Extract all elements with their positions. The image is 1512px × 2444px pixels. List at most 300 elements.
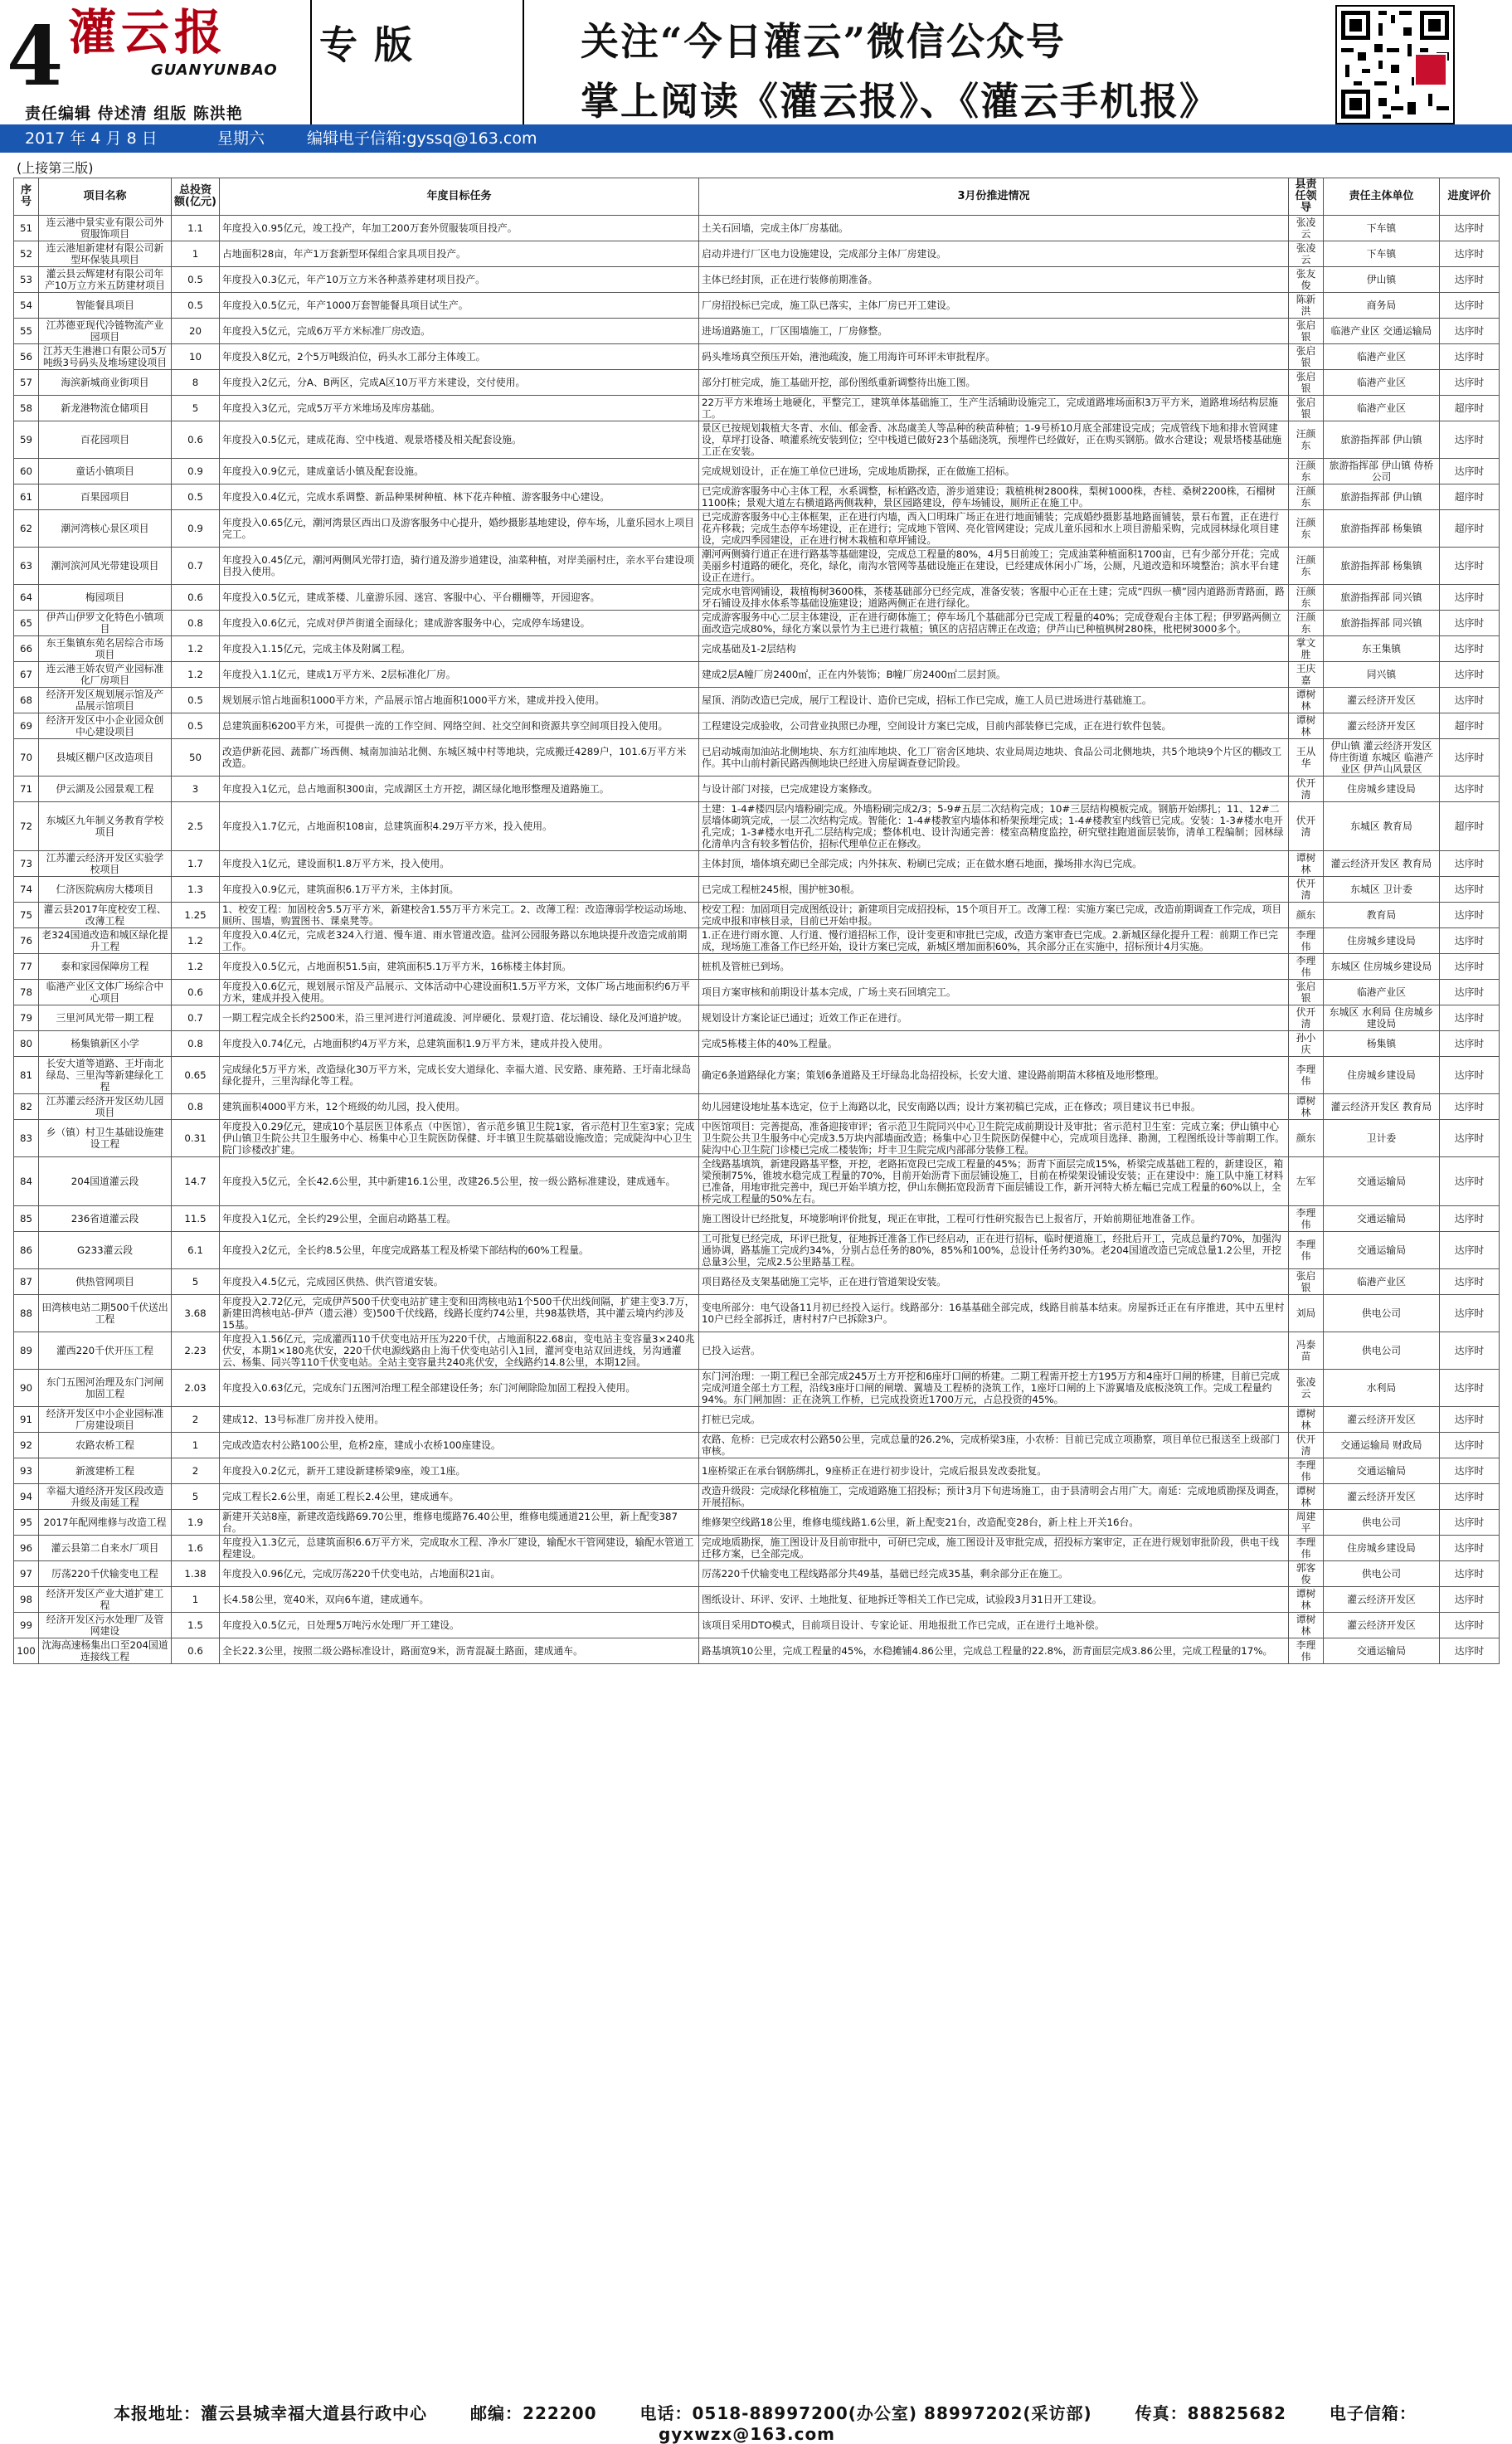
responsible-leader-cell: 陈新洪 (1289, 293, 1324, 319)
march-progress-cell: 项目路径及支架基础施工完毕，正在进行管道架设安装。 (699, 1269, 1289, 1295)
progress-rating-cell: 达序时 (1440, 1232, 1500, 1269)
march-progress-cell: 项目方案审核和前期设计基本完成，广场土夹石回填完工。 (699, 980, 1289, 1005)
footer-email: 电子信箱：gyxwzx@163.com (658, 2403, 1417, 2444)
project-name-cell: 新渡建桥工程 (39, 1458, 172, 1484)
annual-target-cell: 年度投入0.5亿元，年产1000万套智能餐具项目试生产。 (220, 293, 699, 319)
progress-rating-cell: 达序时 (1440, 459, 1500, 484)
responsible-leader-cell: 刘局 (1289, 1295, 1324, 1332)
row-number-cell: 58 (14, 396, 39, 421)
annual-target-cell: 年度投入1.7亿元，占地面积108亩，总建筑面积4.29万平方米，投入使用。 (220, 802, 699, 851)
responsible-unit-cell: 住房城乡建设局 (1324, 1536, 1440, 1561)
issue-weekday: 星期六 (217, 129, 265, 148)
total-investment-cell: 0.9 (172, 459, 220, 484)
row-number-cell: 91 (14, 1407, 39, 1433)
responsible-leader-cell: 伏开清 (1289, 777, 1324, 802)
annual-target-cell: 年度投入2.72亿元，完成伊芦500千伏变电站扩建主变和田湾核电站1个500千伏出线间隔，扩建主变3.7万，新建田湾核电站-伊芦（遗云港）变)500千伏线路，线路长度约74公里，共98基铁塔，其中灌云境内约涉及15基。 (220, 1295, 699, 1332)
row-number-cell: 63 (14, 548, 39, 585)
annual-target-cell: 完成绿化5万平方米，改造绿化30万平方米，完成长安大道绿化、幸福大道、民安路、康苑路、王圩南北绿岛绿化提升，三里沟绿化等工程。 (220, 1057, 699, 1094)
table-row (14, 688, 1500, 713)
annual-target-cell: 完成改造农村公路100公里，危桥2座，建成小农桥100座建设。 (220, 1433, 699, 1458)
responsible-unit-cell: 旅游指挥部 伊山镇 (1324, 484, 1440, 510)
project-name-cell: 田湾核电站二期500千伏送出工程 (39, 1295, 172, 1332)
row-number-cell: 68 (14, 688, 39, 713)
responsible-unit-cell: 临港产业区 (1324, 344, 1440, 370)
responsible-leader-cell: 李理伟 (1289, 1057, 1324, 1094)
project-name-cell: 连云港旭新建材有限公司新型环保装具项目 (39, 241, 172, 267)
annual-target-cell: 规划展示馆占地面积1000平方米，产品展示馆占地面积1000平方米，建成并投入使用。 (220, 688, 699, 713)
march-progress-cell: 已启动城南加油站北侧地块、东方红油库地块、化工厂宿舍区地块、农业局周边地块、食品公司北侧地块，共5个地块9个片区的棚改工作。其中山前村新民路西侧地块已经进入房屋调查登记阶段。 (699, 739, 1289, 777)
table-row (14, 344, 1500, 370)
progress-rating-cell: 达序时 (1440, 928, 1500, 954)
total-investment-cell: 1.2 (172, 928, 220, 954)
project-name-cell: 童话小镇项目 (39, 459, 172, 484)
row-number-cell: 76 (14, 928, 39, 954)
total-investment-cell: 1.2 (172, 636, 220, 662)
progress-rating-cell: 达序时 (1440, 688, 1500, 713)
responsible-unit-cell: 旅游指挥部 同兴镇 (1324, 611, 1440, 636)
annual-target-cell: 年度投入0.95亿元，竣工投产，年加工200万套外贸服装项目投产。 (220, 216, 699, 241)
total-investment-cell: 0.9 (172, 510, 220, 548)
row-number-cell: 79 (14, 1005, 39, 1031)
total-investment-cell: 1 (172, 1433, 220, 1458)
responsible-unit-cell: 供电公司 (1324, 1561, 1440, 1587)
progress-rating-cell: 达序时 (1440, 662, 1500, 688)
table-row (14, 216, 1500, 241)
footer-phone: 电话：0518-88997200(办公室) 88997202(采访部) (639, 2403, 1092, 2423)
march-progress-cell: 建成2层A幢厂房2400㎡，正在内外装饰；B幢厂房2400㎡二层封顶。 (699, 662, 1289, 688)
total-investment-cell: 0.8 (172, 1094, 220, 1120)
responsible-unit-cell: 临港产业区 交通运输局 (1324, 319, 1440, 344)
annual-target-cell: 年度投入0.3亿元，年产10万立方米各种蒸养建材项目投产。 (220, 267, 699, 293)
annual-target-cell: 年度投入1亿元，全长约29公里，全面启动路基工程。 (220, 1206, 699, 1232)
table-row (14, 1157, 1500, 1206)
table-row (14, 954, 1500, 980)
responsible-leader-cell: 颜东 (1289, 903, 1324, 928)
row-number-cell: 73 (14, 851, 39, 877)
responsible-leader-cell: 汪颜东 (1289, 484, 1324, 510)
project-name-cell: 经济开发区中小企业园标准厂房建设项目 (39, 1407, 172, 1433)
annual-target-cell: 年度投入0.5亿元，建成茶楼、儿童游乐园、迷宫、客服中心、平台棚栅等，开园迎客。 (220, 585, 699, 611)
row-number-cell: 71 (14, 777, 39, 802)
row-number-cell: 78 (14, 980, 39, 1005)
annual-target-cell: 年度投入1亿元，建设面积1.8万平方米，投入使用。 (220, 851, 699, 877)
responsible-unit-cell: 东王集镇 (1324, 636, 1440, 662)
march-progress-cell: 潮河两侧骑行道正在进行路基等基础建设，完成总工程量的80%，4月5日前竣工；完成油菜种植面积1700亩，已有少部分开花；完成美丽乡村道路的硬化，亮化，绿化，南沟水管网等基础设施正在建设，已经建成休闲小广场，公厕，凡道改造和环境整治；滨水平台建设正在进行。 (699, 548, 1289, 585)
march-progress-cell: 完成地质勘探，施工图设计及目前审批中，可研已完成，施工图设计及审批完成，招投标方案审定，正在进行规划审批阶段，供电干线迁移方案，已全部完成。 (699, 1536, 1289, 1561)
row-number-cell: 81 (14, 1057, 39, 1094)
responsible-leader-cell: 颜东 (1289, 1120, 1324, 1157)
row-number-cell: 66 (14, 636, 39, 662)
project-name-cell: G233灌云段 (39, 1232, 172, 1269)
march-progress-cell: 规划设计方案论证已通过；近效工作正在进行。 (699, 1005, 1289, 1031)
table-row (14, 1613, 1500, 1638)
table-row (14, 1433, 1500, 1458)
project-name-cell: 潮河湾核心景区项目 (39, 510, 172, 548)
row-number-cell: 97 (14, 1561, 39, 1587)
progress-rating-cell: 达序时 (1440, 1484, 1500, 1510)
row-number-cell: 95 (14, 1510, 39, 1536)
project-name-cell: 海滨新城商业街项目 (39, 370, 172, 396)
promo-line-2: 掌上阅读《灌云报》、《灌云手机报》 (581, 79, 1219, 124)
page-header (0, 0, 1512, 153)
table-row (14, 1536, 1500, 1561)
responsible-unit-cell: 伊山镇 (1324, 267, 1440, 293)
divider (523, 0, 524, 124)
project-name-cell: 仁济医院病房大楼项目 (39, 877, 172, 903)
annual-target-cell: 完成工程长2.6公里，南延工程长2.4公里，建成通车。 (220, 1484, 699, 1510)
total-investment-cell: 0.5 (172, 713, 220, 739)
annual-target-cell: 年度投入1.3亿元，总建筑面积6.6万平方米，完成取水工程、净水厂建设，输配水干管网建设，输配水管道工程建设。 (220, 1536, 699, 1561)
march-progress-cell: 已完成工程桩245根，围护桩30根。 (699, 877, 1289, 903)
table-row (14, 1484, 1500, 1510)
march-progress-cell: 幼儿园建设地址基本选定，位于上海路以北，民安南路以西；设计方案初稿已完成，正在修改；项目建议书已申报。 (699, 1094, 1289, 1120)
annual-target-cell: 年度投入0.2亿元，新开工建设新建桥梁9座，竣工1座。 (220, 1458, 699, 1484)
project-name-cell: 经济开发区规划展示馆及产品展示馆项目 (39, 688, 172, 713)
progress-rating-cell: 达序时 (1440, 585, 1500, 611)
total-investment-cell: 0.6 (172, 980, 220, 1005)
table-row (14, 1295, 1500, 1332)
march-progress-cell: 厉荡220千伏输变电工程线路部分共49基，基础已经完成35基，剩余部分正在施工。 (699, 1561, 1289, 1587)
table-row (14, 903, 1500, 928)
row-number-cell: 92 (14, 1433, 39, 1458)
progress-rating-cell: 超序时 (1440, 396, 1500, 421)
progress-rating-cell: 达序时 (1440, 1510, 1500, 1536)
project-name-cell: 泰和家园保障房工程 (39, 954, 172, 980)
annual-target-cell: 年度投入2亿元，全长约8.5公里，年度完成路基工程及桥梁下部结构的60%工程量。 (220, 1232, 699, 1269)
responsible-unit-cell: 卫计委 (1324, 1120, 1440, 1157)
responsible-unit-cell: 交通运输局 (1324, 1157, 1440, 1206)
responsible-unit-cell: 旅游指挥部 同兴镇 (1324, 585, 1440, 611)
table-row (14, 1638, 1500, 1664)
project-name-cell: 供热管网项目 (39, 1269, 172, 1295)
march-progress-cell: 土建：1-4#楼四层内墙粉刷完成。外墙粉刷完成2/3；5-9#五层二次结构完成；10#三层结构模板完成。钢筋开始绑扎；11、12#二层墙体砌筑完成，一层二次结构完成。智能化：1-4#楼教室内墙体和桥架预埋完成；1-4#楼教室内线管已完成。安装：1-3#楼水电开孔完成；1-3#楼水电开孔二层结构完成；整体机电、设计沟通完善：楼室高精度监控，研究壁挂跑道面层装饰，清单工程编制；园林绿化清单内含有较多暂估价，招标代理单位正在修改。 (699, 802, 1289, 851)
progress-rating-cell: 达序时 (1440, 611, 1500, 636)
table-row (14, 1587, 1500, 1613)
progress-rating-cell: 达序时 (1440, 1332, 1500, 1370)
progress-rating-cell: 达序时 (1440, 216, 1500, 241)
total-investment-cell: 5 (172, 396, 220, 421)
row-number-cell: 87 (14, 1269, 39, 1295)
total-investment-cell: 0.5 (172, 688, 220, 713)
responsible-leader-cell: 伏开清 (1289, 877, 1324, 903)
table-row (14, 484, 1500, 510)
project-name-cell: 老324国道改造和城区绿化提升工程 (39, 928, 172, 954)
responsible-unit-cell: 东城区 住房城乡建设局 (1324, 954, 1440, 980)
responsible-unit-cell: 东城区 水利局 住房城乡建设局 (1324, 1005, 1440, 1031)
project-name-cell: 潮河滨河风光带建设项目 (39, 548, 172, 585)
responsible-unit-cell: 交通运输局 (1324, 1638, 1440, 1664)
responsible-leader-cell: 汪颜东 (1289, 585, 1324, 611)
annual-target-cell: 年度投入0.5亿元，建成花海、空中栈道、观景塔楼及相关配套设施。 (220, 421, 699, 459)
march-progress-cell: 路基填筑10公里，完成工程量的45%，水稳摊铺4.86公里，完成总工程量的22.8%，沥青面层完成3.86公里，完成工程量的17%。 (699, 1638, 1289, 1664)
progress-rating-cell: 达序时 (1440, 1206, 1500, 1232)
row-number-cell: 61 (14, 484, 39, 510)
progress-rating-cell: 超序时 (1440, 484, 1500, 510)
responsible-unit-cell: 住房城乡建设局 (1324, 1057, 1440, 1094)
responsible-leader-cell: 李理伟 (1289, 954, 1324, 980)
row-number-cell: 54 (14, 293, 39, 319)
responsible-leader-cell: 伏开清 (1289, 1005, 1324, 1031)
progress-rating-cell: 达序时 (1440, 1638, 1500, 1664)
total-investment-cell: 14.7 (172, 1157, 220, 1206)
total-investment-cell: 10 (172, 344, 220, 370)
project-name-cell: 幸福大道经济开发区段改造升级及南延工程 (39, 1484, 172, 1510)
annual-target-cell: 年度投入0.4亿元，完成老324入行道、慢车道、雨水管道改造。盐河公园服务路以东地块提升改造完成前期工作。 (220, 928, 699, 954)
march-progress-cell: 维修架空线路18公里，维修电缆线路1.6公里，新上配变21台，改造配变28台，新上柱上开关16台。 (699, 1510, 1289, 1536)
progress-rating-cell: 达序时 (1440, 1157, 1500, 1206)
row-number-cell: 74 (14, 877, 39, 903)
responsible-leader-cell: 左军 (1289, 1157, 1324, 1206)
responsible-unit-cell: 商务局 (1324, 293, 1440, 319)
responsible-leader-cell: 孙小庆 (1289, 1031, 1324, 1057)
annual-target-cell: 新建开关站8座，新建改造线路69.70公里，维修电缆路76.40公里，维修电缆通道21公里，新上配变387台。 (220, 1510, 699, 1536)
responsible-leader-cell: 张启银 (1289, 1269, 1324, 1295)
responsible-unit-cell: 供电公司 (1324, 1295, 1440, 1332)
march-progress-cell: 与设计部门对接，已完成建设方案修改。 (699, 777, 1289, 802)
progress-rating-cell: 达序时 (1440, 903, 1500, 928)
divider (310, 0, 312, 124)
column-header: 3月份推进情况 (699, 178, 1289, 216)
table-row (14, 1510, 1500, 1536)
march-progress-cell: 确定6条道路绿化方案；策划6条道路及王圩绿岛北岛招投标，长安大道、建设路前期苗木移植及地形整理。 (699, 1057, 1289, 1094)
march-progress-cell: 完成基础及1-2层结构 (699, 636, 1289, 662)
row-number-cell: 55 (14, 319, 39, 344)
march-progress-cell: 码头堆场真空预压开始，港池疏浚，施工用海许可环评未审批程序。 (699, 344, 1289, 370)
annual-target-cell: 1、校安工程：加固校舍5.5万平方米，新建校舍1.55万平方米完工。2、改薄工程：改造薄弱学校运动场地、厕所、围墙，购置图书、课桌凳等。 (220, 903, 699, 928)
column-header: 项目名称 (39, 178, 172, 216)
responsible-leader-cell: 李理伟 (1289, 1206, 1324, 1232)
table-row (14, 1561, 1500, 1587)
total-investment-cell: 2 (172, 1407, 220, 1433)
responsible-leader-cell: 谭树林 (1289, 1587, 1324, 1613)
row-number-cell: 59 (14, 421, 39, 459)
editors-line: 责任编辑 侍述清 组版 陈洪艳 (25, 105, 243, 123)
column-header: 进度评价 (1440, 178, 1500, 216)
project-name-cell: 杨集镇新区小学 (39, 1031, 172, 1057)
progress-rating-cell: 超序时 (1440, 802, 1500, 851)
page-footer (0, 2400, 1512, 2444)
table-row (14, 777, 1500, 802)
project-name-cell: 灌云县云辉建材有限公司年产10万立方米五防建材项目 (39, 267, 172, 293)
progress-rating-cell: 达序时 (1440, 1561, 1500, 1587)
responsible-leader-cell: 李理伟 (1289, 928, 1324, 954)
annual-target-cell: 年度投入0.29亿元，建成10个基层医卫体系点（中医馆），省示范乡镇卫生院1家，省示范村卫生室3家；完成伊山镇卫生院公共卫生服务中心、杨集中心卫生院医防保健、圩丰镇卫生院基础设施改造；完成陡沟中心卫生院门诊楼改扩建。 (220, 1120, 699, 1157)
responsible-leader-cell: 汪颜东 (1289, 510, 1324, 548)
responsible-leader-cell: 郭客俊 (1289, 1561, 1324, 1587)
project-name-cell: 厉荡220千伏输变电工程 (39, 1561, 172, 1587)
project-name-cell: 灌云县2017年度校安工程、改薄工程 (39, 903, 172, 928)
total-investment-cell: 1.38 (172, 1561, 220, 1587)
annual-target-cell: 长4.58公里，宽40米，双向6车道，建成通车。 (220, 1587, 699, 1613)
column-header: 总投资额(亿元) (172, 178, 220, 216)
march-progress-cell: 土关石回墙，完成主体厂房基础。 (699, 216, 1289, 241)
responsible-unit-cell: 水利局 (1324, 1370, 1440, 1407)
total-investment-cell: 0.5 (172, 267, 220, 293)
table-row (14, 802, 1500, 851)
march-progress-cell: 景区已按规划栽植大冬青、水仙、郁金香、冰岛虞美人等品种的秧苗种植；1-9号桥10月底全部建设完成；完成管线下地和排水管网建设，草坪打设备、喷灌系统安装到位；空中栈道已做好23个基础浇筑，预埋件已经做好，正在购买钢筋。做水合建设；观景塔楼基础施工正在安装。 (699, 421, 1289, 459)
total-investment-cell: 1.2 (172, 662, 220, 688)
row-number-cell: 98 (14, 1587, 39, 1613)
total-investment-cell: 1 (172, 241, 220, 267)
march-progress-cell: 进场道路施工，厂区围墙施工，厂房修整。 (699, 319, 1289, 344)
progress-rating-cell: 达序时 (1440, 548, 1500, 585)
row-number-cell: 53 (14, 267, 39, 293)
annual-target-cell: 年度投入1.56亿元，完成灌西110千伏变电站开压为220千伏，占地面积22.68亩，变电站主变容量3×240兆伏安，本期1×180兆伏安，220千伏电源线路由上海千伏变电站引入1回，灌河变电站双回进线，另沟通灌云、杨集、同兴等110千伏变电站。全站主变容量共240兆伏安，全线路约14.8公里，本期12回。 (220, 1332, 699, 1370)
project-name-cell: 乡（镇）村卫生基础设施建设工程 (39, 1120, 172, 1157)
march-progress-cell: 完成水电管网铺设，栽植梅树3600株，茶楼基础部分已经完成，准备安装；客服中心正在土建；完成“四纵一横”园内道路沥青路面，路牙石铺设及排水体系等基础设施建设；道路两侧正在进行绿化。 (699, 585, 1289, 611)
table-row (14, 662, 1500, 688)
table-row (14, 267, 1500, 293)
progress-rating-cell: 达序时 (1440, 1458, 1500, 1484)
table-row (14, 548, 1500, 585)
responsible-unit-cell: 临港产业区 (1324, 980, 1440, 1005)
progress-rating-cell: 达序时 (1440, 1269, 1500, 1295)
project-name-cell: 农路农桥工程 (39, 1433, 172, 1458)
responsible-leader-cell: 张凌云 (1289, 241, 1324, 267)
annual-target-cell: 年度投入5亿元，完成6万平方米标准厂房改造。 (220, 319, 699, 344)
responsible-leader-cell: 谭树林 (1289, 851, 1324, 877)
table-row (14, 396, 1500, 421)
annual-target-cell: 改造伊新花园、蔬都广场西侧、城南加油站北侧、东城区城中村等地块，完成搬迁4289户，101.6万平方米改造。 (220, 739, 699, 777)
responsible-unit-cell: 灌云经济开发区 教育局 (1324, 851, 1440, 877)
total-investment-cell: 5 (172, 1269, 220, 1295)
responsible-unit-cell: 交通运输局 (1324, 1206, 1440, 1232)
responsible-leader-cell: 李理伟 (1289, 1232, 1324, 1269)
march-progress-cell: 已完成游客服务中心主体框架，正在进行内墙，西入口明珠广场正在进行地面铺装；完成婚纱摄影基地路面铺装，景石布置，正在进行花卉移栽；完成生态停车场建设，正在进行；完成地下管网、亮化管网建设；完成儿童乐园和水上项目游船采购，完成园林绿化项目建设，完成四季园建设，正在进行树木栽植和草坪铺设。 (699, 510, 1289, 548)
total-investment-cell: 50 (172, 739, 220, 777)
row-number-cell: 100 (14, 1638, 39, 1664)
march-progress-cell: 改造升级段：完成绿化移植施工，完成道路施工招投标；预计3月下旬进场施工，由于县清明会占用广大。南延：完成地质勘探及调查，开展招标。 (699, 1484, 1289, 1510)
responsible-leader-cell: 伏开清 (1289, 1433, 1324, 1458)
progress-rating-cell: 达序时 (1440, 1031, 1500, 1057)
qr-logo-icon (1414, 53, 1447, 86)
table-body (14, 216, 1500, 1664)
table-row (14, 1120, 1500, 1157)
table-row (14, 980, 1500, 1005)
editor-email: 编辑电子信箱:gyssq@163.com (307, 129, 537, 148)
total-investment-cell: 2 (172, 1458, 220, 1484)
progress-rating-cell: 达序时 (1440, 1407, 1500, 1433)
responsible-unit-cell: 灌云经济开发区 (1324, 713, 1440, 739)
project-name-cell: 临港产业区文体广场综合中心项目 (39, 980, 172, 1005)
table-row (14, 851, 1500, 877)
continued-note: (上接第三版) (17, 160, 94, 176)
project-name-cell: 东门五图河治理及东门河闸加固工程 (39, 1370, 172, 1407)
project-name-cell: 江苏德亚现代冷链物流产业园项目 (39, 319, 172, 344)
table-row (14, 1269, 1500, 1295)
march-progress-cell: 工程建设完成验收，公司营业执照已办理，空间设计方案已完成，目前内部装修已完成，正在进行软件包装。 (699, 713, 1289, 739)
total-investment-cell: 0.6 (172, 421, 220, 459)
row-number-cell: 65 (14, 611, 39, 636)
responsible-leader-cell: 谭树林 (1289, 688, 1324, 713)
annual-target-cell: 年度投入0.9亿元，建筑面积6.1万平方米，主体封顶。 (220, 877, 699, 903)
table-row (14, 370, 1500, 396)
march-progress-cell: 该项目采用DTO模式，目前项目设计、专家论证、用地报批工作已完成，正在进行土地补偿。 (699, 1613, 1289, 1638)
footer-address: 本报地址：灌云县城幸福大道县行政中心 (114, 2403, 428, 2423)
total-investment-cell: 1 (172, 1587, 220, 1613)
responsible-leader-cell: 李理伟 (1289, 1458, 1324, 1484)
responsible-leader-cell: 汪颜东 (1289, 611, 1324, 636)
table-row (14, 1407, 1500, 1433)
total-investment-cell: 0.31 (172, 1120, 220, 1157)
march-progress-cell: 完成游客服务中心二层主体建设，正在进行砌体施工；停车场几个基础部分已完成工程量的40%；完成登观台主体工程；伊罗路两侧立面改造完成80%，绿化方案以景竹为主已进行栽植；镇区的店招店牌正在改造；伊芦山已种植枫树280株，枇杷树3000多个。 (699, 611, 1289, 636)
responsible-leader-cell: 张启银 (1289, 980, 1324, 1005)
progress-rating-cell: 达序时 (1440, 636, 1500, 662)
responsible-leader-cell: 冯泰苗 (1289, 1332, 1324, 1370)
total-investment-cell: 1.3 (172, 877, 220, 903)
row-number-cell: 57 (14, 370, 39, 396)
total-investment-cell: 1.6 (172, 1536, 220, 1561)
responsible-leader-cell: 张启银 (1289, 370, 1324, 396)
progress-rating-cell: 达序时 (1440, 1057, 1500, 1094)
responsible-unit-cell: 住房城乡建设局 (1324, 928, 1440, 954)
responsible-leader-cell: 周建平 (1289, 1510, 1324, 1536)
march-progress-cell: 启动并进行厂区电力设施建设，完成部分主体厂房建设。 (699, 241, 1289, 267)
total-investment-cell: 0.5 (172, 484, 220, 510)
project-name-cell: 沈海高速杨集出口至204国道连接线工程 (39, 1638, 172, 1664)
table-row (14, 585, 1500, 611)
row-number-cell: 56 (14, 344, 39, 370)
total-investment-cell: 3.68 (172, 1295, 220, 1332)
annual-target-cell: 一期工程完成全长约2500米，沿三里河进行河道疏浚、河岸硬化、景观打造、花坛铺设、绿化及河道护坡。 (220, 1005, 699, 1031)
responsible-leader-cell: 李理伟 (1289, 1638, 1324, 1664)
progress-rating-cell: 达序时 (1440, 851, 1500, 877)
responsible-unit-cell: 灌云经济开发区 (1324, 1613, 1440, 1638)
progress-rating-cell: 达序时 (1440, 1005, 1500, 1031)
march-progress-cell: 厂房招投标已完成，施工队已落实，主体厂房已开工建设。 (699, 293, 1289, 319)
responsible-unit-cell: 杨集镇 (1324, 1031, 1440, 1057)
responsible-unit-cell: 东城区 教育局 (1324, 802, 1440, 851)
masthead (68, 3, 309, 90)
responsible-leader-cell: 汪颜东 (1289, 421, 1324, 459)
project-name-cell: 连云港王娇农贸产业园标准化厂房项目 (39, 662, 172, 688)
annual-target-cell: 年度投入2亿元，分A、B两区，完成A区10万平方米建设，交付使用。 (220, 370, 699, 396)
responsible-unit-cell: 灌云经济开发区 教育局 (1324, 1094, 1440, 1120)
annual-target-cell: 年度投入8亿元，2个5万吨级泊位，码头水工部分主体竣工。 (220, 344, 699, 370)
annual-target-cell: 年度投入5亿元，全长42.6公里，其中新建16.1公里，改建26.5公里，按一级公路标准建设，建成通车。 (220, 1157, 699, 1206)
table-row (14, 459, 1500, 484)
total-investment-cell: 5 (172, 1484, 220, 1510)
responsible-unit-cell: 灌云经济开发区 (1324, 1484, 1440, 1510)
march-progress-cell: 部分打桩完成，施工基础开挖，部份图纸重新调整待出施工图。 (699, 370, 1289, 396)
progress-rating-cell: 达序时 (1440, 344, 1500, 370)
march-progress-cell: 1座桥梁正在承台钢筋绑扎，9座桥正在进行初步设计，完成后报县发改委批复。 (699, 1458, 1289, 1484)
row-number-cell: 82 (14, 1094, 39, 1120)
page-number: 4 (7, 9, 64, 105)
project-name-cell: 梅园项目 (39, 585, 172, 611)
progress-rating-cell: 达序时 (1440, 777, 1500, 802)
march-progress-cell: 22万平方米堆场土地硬化，平整完工，建筑单体基础施工，生产生活辅助设施完工，完成道路堆场面积3万平方米，道路堆场结构层施工。 (699, 396, 1289, 421)
total-investment-cell: 3 (172, 777, 220, 802)
table-row (14, 1005, 1500, 1031)
march-progress-cell: 完成5栋楼主体的40%工程量。 (699, 1031, 1289, 1057)
responsible-unit-cell: 临港产业区 (1324, 370, 1440, 396)
annual-target-cell: 年度投入0.65亿元，潮河湾景区西出口及游客服务中心提升，婚纱摄影基地建设，停车场，儿童乐园水上项目完工。 (220, 510, 699, 548)
table-row (14, 1057, 1500, 1094)
project-name-cell: 236省道灌云段 (39, 1206, 172, 1232)
table-row (14, 1232, 1500, 1269)
total-investment-cell: 2.23 (172, 1332, 220, 1370)
responsible-leader-cell: 谭树林 (1289, 1094, 1324, 1120)
responsible-unit-cell: 供电公司 (1324, 1332, 1440, 1370)
responsible-unit-cell: 东城区 卫计委 (1324, 877, 1440, 903)
responsible-unit-cell: 灌云经济开发区 (1324, 688, 1440, 713)
responsible-leader-cell: 张凌云 (1289, 216, 1324, 241)
table-row (14, 1206, 1500, 1232)
progress-rating-cell: 达序时 (1440, 1536, 1500, 1561)
responsible-leader-cell: 张启银 (1289, 319, 1324, 344)
responsible-unit-cell: 临港产业区 (1324, 396, 1440, 421)
